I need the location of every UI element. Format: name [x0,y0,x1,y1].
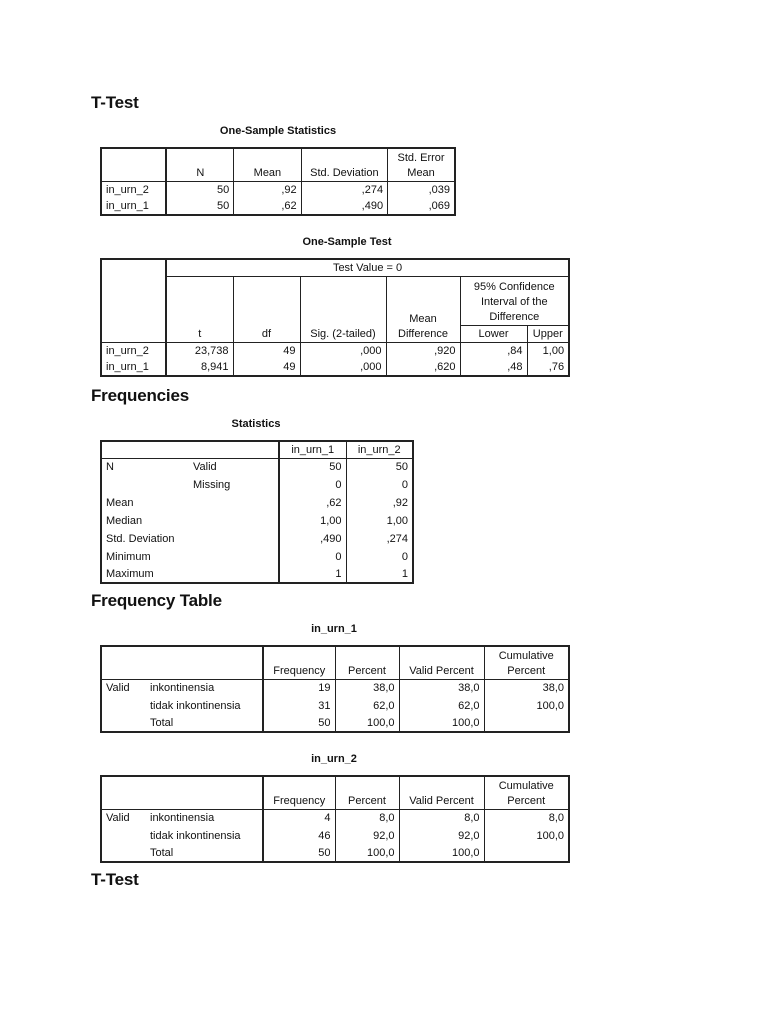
test-value-header: Test Value = 0 [166,259,569,277]
group-label: Valid [106,812,130,824]
cell-value: 0 [346,475,413,493]
row-label: in_urn_2 [106,345,149,357]
table-row [101,343,569,360]
frequencies-heading: Frequencies [91,386,189,405]
table-header-row [101,259,569,277]
table-row [101,844,569,862]
row-label: Mean [106,497,134,509]
cell-cumulative-percent: 8,0 [484,810,569,827]
cell-cumulative-percent: 38,0 [484,680,569,697]
table-header-row [101,441,413,459]
table-row [101,198,455,215]
table-row [101,680,569,697]
group-spacer [101,714,146,732]
table-row [101,714,569,732]
row-sublabel: Valid [193,461,217,473]
cell-df: 49 [233,359,300,376]
row-sublabel: Missing [193,479,231,491]
row-label: Total [150,847,174,859]
table-row [101,826,569,844]
cell-t: 8,941 [166,359,233,376]
statistics-table [100,440,414,584]
cell-frequency: 31 [263,696,335,714]
table-row [101,511,413,529]
corner-cell [101,776,263,810]
cell-value: 0 [279,475,346,493]
col-header: Upper [527,326,569,343]
col-header: Lower [460,326,527,343]
col-header: t [166,277,233,343]
cell-percent: 100,0 [335,844,399,862]
one-sample-statistics-table [100,147,456,216]
row-label: in_urn_1 [106,361,149,373]
cell-md: ,620 [386,359,460,376]
col-header: Frequency [263,646,335,680]
cell-cumulative-percent [484,844,569,862]
ttest-heading: T-Test [91,93,139,112]
table-header-row [101,148,455,182]
row-label: Total [150,717,174,729]
table-row [101,459,413,476]
table-row [101,475,413,493]
group-label: Valid [106,682,130,694]
table-header-row [101,646,569,680]
one-sample-statistics-caption: One-Sample Statistics [219,125,337,137]
cell-sig: ,000 [300,359,386,376]
corner-cell [101,148,166,182]
table-row [101,547,413,565]
cell-frequency: 50 [263,844,335,862]
cell-valid-percent: 92,0 [399,826,484,844]
table-header-row [101,277,569,326]
cell-valid-percent: 8,0 [399,810,484,827]
frequency-table-heading: Frequency Table [91,591,222,610]
col-header: N [166,148,233,182]
cell-cumulative-percent: 100,0 [484,696,569,714]
cell-percent: 8,0 [335,810,399,827]
table-row [101,493,413,511]
corner-cell [101,259,166,343]
cell-md: ,920 [386,343,460,360]
cell-se: ,039 [388,182,455,199]
group-spacer [101,826,146,844]
table-row [101,359,569,376]
table-row [101,696,569,714]
cell-frequency: 19 [263,680,335,697]
cell-frequency: 4 [263,810,335,827]
cell-valid-percent: 62,0 [399,696,484,714]
col-header: in_urn_1 [279,441,346,459]
col-header: Std. Deviation [301,148,387,182]
col-header: Sig. (2-tailed) [300,277,386,343]
col-header: Cumulative Percent [484,776,569,810]
cell-value: ,274 [346,529,413,547]
cell-value: 1,00 [346,511,413,529]
cell-valid-percent: 38,0 [399,680,484,697]
row-label [101,475,189,493]
row-label: in_urn_2 [106,184,149,196]
cell-n: 50 [166,198,233,215]
row-label: inkontinensia [150,682,215,694]
table-row [101,182,455,199]
cell-value: ,490 [279,529,346,547]
row-label: Std. Deviation [106,533,175,545]
cell-frequency: 46 [263,826,335,844]
col-header: df [233,277,300,343]
col-header: Mean Difference [386,277,460,343]
cell-t: 23,738 [166,343,233,360]
row-label: inkontinensia [150,812,215,824]
cell-df: 49 [233,343,300,360]
row-label: in_urn_1 [106,200,149,212]
table-header-row [101,776,569,810]
col-header: Percent [335,646,399,680]
cell-upper: 1,00 [527,343,569,360]
cell-valid-percent: 100,0 [399,844,484,862]
ttest-heading-2: T-Test [91,870,139,889]
one-sample-test-caption: One-Sample Test [302,236,392,248]
cell-frequency: 50 [263,714,335,732]
corner-cell [101,646,263,680]
cell-upper: ,76 [527,359,569,376]
cell-percent: 100,0 [335,714,399,732]
col-header: Frequency [263,776,335,810]
cell-valid-percent: 100,0 [399,714,484,732]
row-label: tidak inkontinensia [150,830,241,842]
col-header: Valid Percent [399,776,484,810]
table-row [101,565,413,583]
group-spacer [101,844,146,862]
cell-value: 0 [346,547,413,565]
table-row [101,529,413,547]
cell-cumulative-percent [484,714,569,732]
col-header: Mean [234,148,301,182]
row-label: Median [106,515,143,527]
group-spacer [101,696,146,714]
freq1-table [100,645,570,733]
cell-mean: ,92 [234,182,301,199]
cell-sd: ,490 [301,198,387,215]
cell-n: 50 [166,182,233,199]
cell-value: ,92 [346,493,413,511]
cell-value: 50 [279,459,346,476]
freq1-caption: in_urn_1 [311,623,357,635]
row-label: Minimum [106,551,151,563]
cell-percent: 92,0 [335,826,399,844]
row-label: N [106,461,114,473]
row-label: tidak inkontinensia [150,700,241,712]
table-row [101,810,569,827]
cell-value: 1 [346,565,413,583]
cell-lower: ,48 [460,359,527,376]
cell-percent: 38,0 [335,680,399,697]
col-header: Std. Error Mean [388,148,455,182]
cell-mean: ,62 [234,198,301,215]
corner-cell [101,441,279,459]
col-header: in_urn_2 [346,441,413,459]
cell-value: 0 [279,547,346,565]
cell-se: ,069 [388,198,455,215]
cell-value: ,62 [279,493,346,511]
cell-value: 1 [279,565,346,583]
freq2-table [100,775,570,863]
cell-percent: 62,0 [335,696,399,714]
statistics-caption: Statistics [231,418,281,430]
cell-lower: ,84 [460,343,527,360]
col-header: Cumulative Percent [484,646,569,680]
ci-header: 95% Confidence Interval of the Difference [460,277,569,326]
one-sample-test-table [100,258,570,377]
col-header: Valid Percent [399,646,484,680]
freq2-caption: in_urn_2 [311,753,357,765]
cell-value: 50 [346,459,413,476]
cell-cumulative-percent: 100,0 [484,826,569,844]
cell-value: 1,00 [279,511,346,529]
cell-sig: ,000 [300,343,386,360]
row-label: Maximum [106,568,154,580]
col-header: Percent [335,776,399,810]
cell-sd: ,274 [301,182,387,199]
